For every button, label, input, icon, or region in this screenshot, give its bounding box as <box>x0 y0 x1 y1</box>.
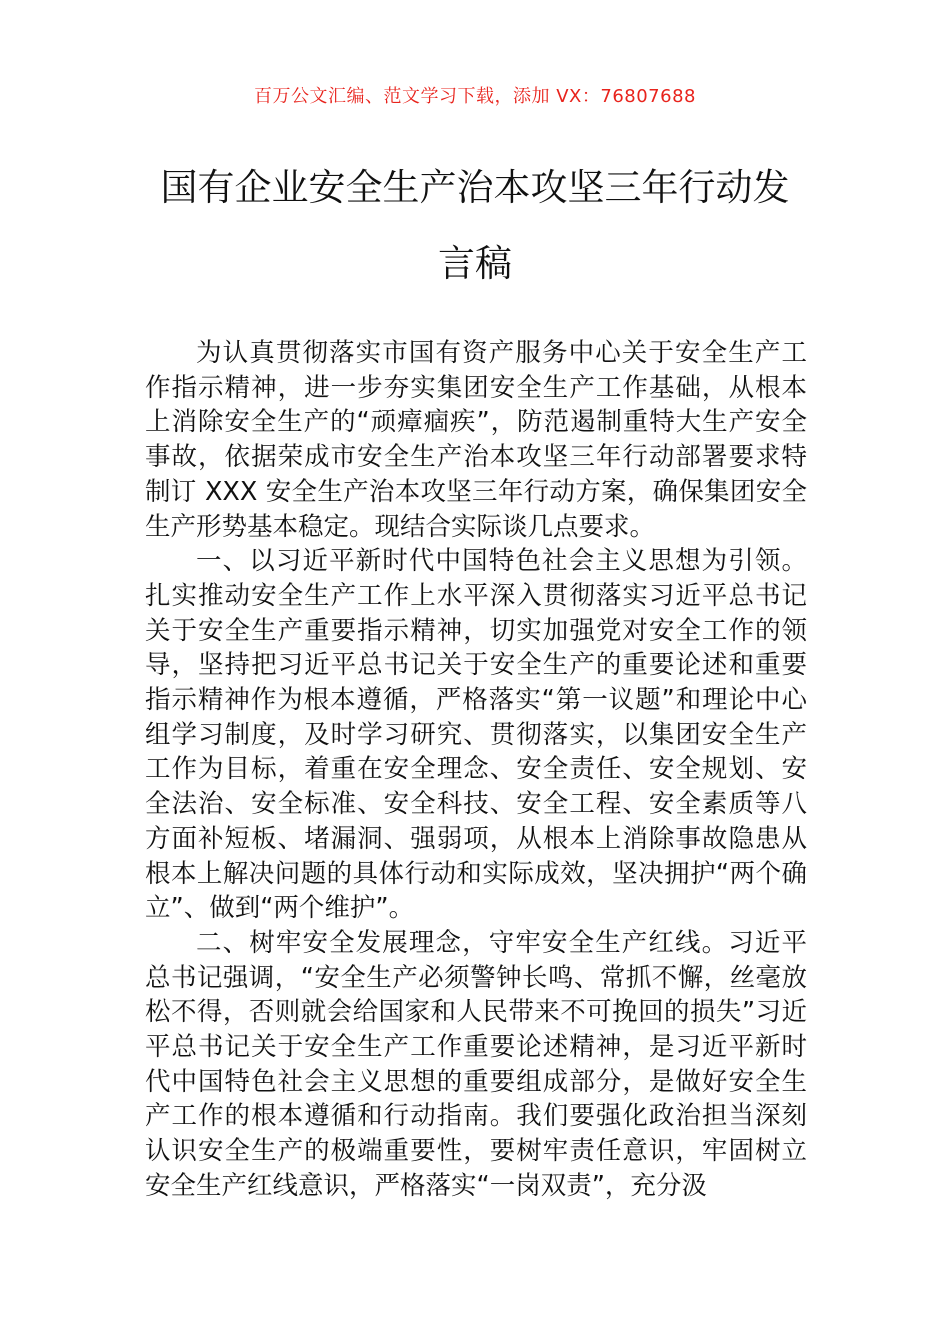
document-body <box>145 336 807 1204</box>
paragraph-section-2: 二、树牢安全发展理念，守牢安全生产红线。习近平总书记强调，“安全生产必须警钟长鸣、常抓不懈，丝毫放松不得，否则就会给国家和人民带来不可挽回的损失”习近平总书记关于安全生产工作重要论述精神，是习近平新时代中国特色社会主义思想的重要组成部分，是做好安全生产工作的根本遵循和行动指南。我们要强化政治担当深刻认识安全生产的极端重要性，要树牢责任意识，牢固树立安全生产红线意识，严格落实“一岗双责”，充分汲 <box>145 927 807 1201</box>
paragraph-intro: 为认真贯彻落实市国有资产服务中心关于安全生产工作指示精神，进一步夯实集团安全生产工作基础，从根本上消除安全生产的“顽瘴痼疾”，防范遏制重特大生产安全事故，依据荣成市安全生产治本攻坚三年行动部署要求特制订 XXX 安全生产治本攻坚三年行动方案，确保集团安全生产形势基本稳定。现结合实际谈几点要求。 <box>145 338 807 542</box>
document-title: 国有企业安全生产治本攻坚三年行动发言稿 <box>160 166 790 285</box>
paragraph-section-1: 一、以习近平新时代中国特色社会主义思想为引领。扎实推动安全生产工作上水平深入贯彻落实习近平总书记关于安全生产重要指示精神，切实加强党对安全工作的领导，坚持把习近平总书记关于安全生产的重要论述和重要指示精神作为根本遵循，严格落实“第一议题”和理论中心组学习制度，及时学习研究、贯彻落实，以集团安全生产工作为目标，着重在安全理念、安全责任、安全规划、安全法治、安全标准、安全科技、安全工程、安全素质等八方面补短板、堵漏洞、强弱项，从根本上消除事故隐患从根本上解决问题的具体行动和实际成效，坚决拥护“两个确立”、做到“两个维护”。 <box>145 546 807 924</box>
watermark-header: 百万公文汇编、范文学习下载，添加 VX：76807688 <box>254 86 696 107</box>
